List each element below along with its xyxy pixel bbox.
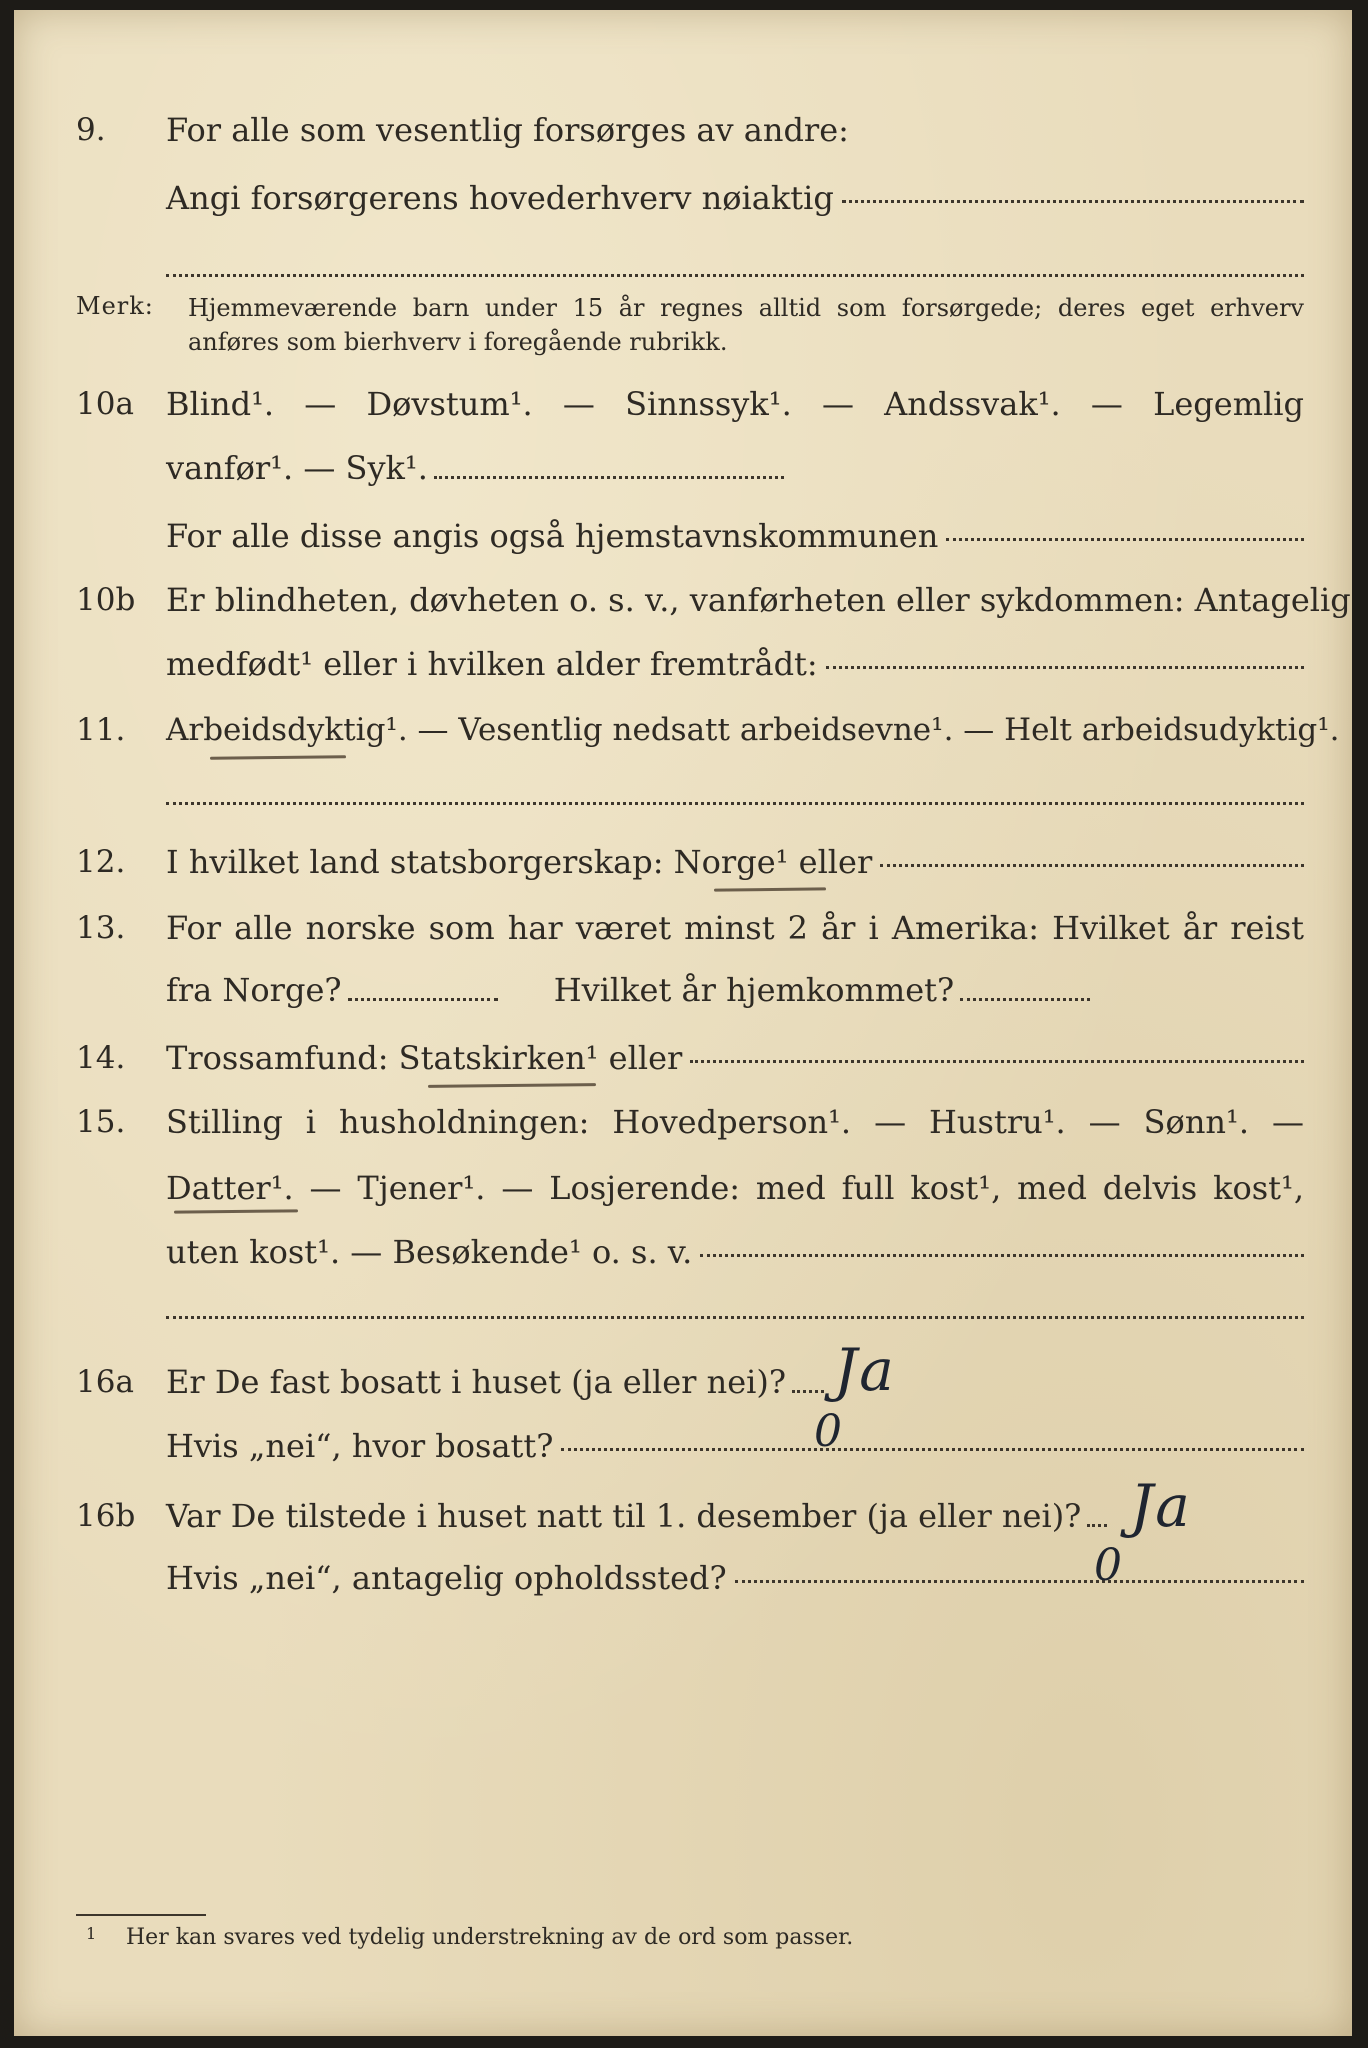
answer-field-dotted[interactable] <box>434 472 784 479</box>
answer-field-dotted[interactable] <box>690 1056 1304 1063</box>
answer-field-dotted[interactable] <box>946 534 1304 541</box>
question-15-line3 <box>14 1232 1352 1282</box>
footnote-rule <box>76 1914 206 1916</box>
answer-field-dotted[interactable] <box>826 662 1304 669</box>
answer-field-dotted[interactable] <box>561 1444 1304 1451</box>
question-text: Arbeidsdyktig¹. — Vesentlig nedsatt arbeidsevne¹. — Helt arbeidsudyktig¹. <box>166 712 1340 748</box>
question-number: 10a <box>76 386 134 422</box>
question-text: Hvis „nei“, antagelig opholdssted? <box>166 1559 727 1597</box>
answer-field-dotted[interactable] <box>348 994 498 1001</box>
answer-field-dotted[interactable] <box>792 1386 824 1393</box>
question-text: Blind¹. — Døvstum¹. — Sinnssyk¹. — Andssvak¹. — Legemlig <box>166 385 1304 423</box>
question-text: Var De tilstede i huset natt til 1. desember (ja eller nei)? <box>166 1497 1082 1535</box>
question-number: 15. <box>76 1104 126 1140</box>
handwritten-answer: 0 <box>814 1406 844 1457</box>
answer-field-dotted[interactable] <box>166 270 1304 277</box>
question-text: medfødt¹ eller i hvilken alder fremtrådt: <box>166 645 818 683</box>
question-12 <box>14 842 1352 892</box>
answer-field-dotted[interactable] <box>960 994 1090 1001</box>
question-text: vanfør¹. — Syk¹. <box>166 449 428 487</box>
question-14 <box>14 1038 1352 1088</box>
footnote-text: Her kan svares ved tydelig understrekning av de ord som passer. <box>126 1925 854 1950</box>
question-number: 12. <box>76 844 126 880</box>
answer-field-dotted[interactable] <box>1087 1520 1107 1527</box>
question-9 <box>14 110 1352 160</box>
footnote-marker: 1 <box>86 1924 97 1943</box>
question-text: For alle som vesentlig forsørges av andre: <box>166 111 849 149</box>
question-16b-line2 <box>14 1558 1352 1608</box>
answer-field-dotted[interactable] <box>166 798 1304 805</box>
question-text: uten kost¹. — Besøkende¹ o. s. v. <box>166 1233 693 1271</box>
question-number: 10b <box>76 582 136 618</box>
question-10b <box>14 580 1352 630</box>
answer-field-dotted[interactable] <box>735 1576 1304 1583</box>
question-16a <box>14 1362 1352 1412</box>
question-text: Hvis „nei“, hvor bosatt? <box>166 1427 554 1465</box>
question-9-line2 <box>14 178 1352 228</box>
question-13 <box>14 908 1352 958</box>
question-text: I hvilket land statsborgerskap: Norge¹ eller <box>166 843 873 881</box>
question-text: For alle disse angis også hjemstavnskommunen <box>166 517 939 555</box>
question-number: 14. <box>76 1040 126 1076</box>
question-text: For alle norske som har været minst 2 år i Amerika: Hvilket år reist <box>166 909 1304 947</box>
question-text: Datter¹. — Tjener¹. — Losjerende: med full kost¹, med delvis kost¹, <box>166 1169 1304 1207</box>
note-label: Merk: <box>76 292 154 320</box>
question-10a-line2 <box>14 448 1352 498</box>
question-text: fra Norge? <box>166 971 342 1009</box>
question-10b-line2 <box>14 644 1352 694</box>
handwritten-answer: Ja <box>834 1336 896 1404</box>
census-form-page <box>14 10 1352 2036</box>
question-10a <box>14 384 1352 434</box>
note-text: Hjemmeværende barn under 15 år regnes alltid som forsørgede; deres eget erhverv <box>188 294 1304 322</box>
question-10a-line3 <box>14 516 1352 566</box>
answer-field-dotted[interactable] <box>880 860 1304 867</box>
answer-field-dotted[interactable] <box>842 196 1304 203</box>
footnote <box>86 1924 854 1952</box>
question-text: Hvilket år hjemkommet? <box>553 971 955 1009</box>
question-number: 16a <box>76 1364 134 1400</box>
answer-field-dotted[interactable] <box>166 1312 1304 1319</box>
question-text: Angi forsørgerens hovederhverv nøiaktig <box>166 179 834 217</box>
answer-field-dotted[interactable] <box>700 1250 1304 1257</box>
handwritten-answer: 0 <box>1094 1540 1124 1591</box>
question-13-line2 <box>14 970 1352 1020</box>
question-16a-line2 <box>14 1426 1352 1476</box>
question-text: Er De fast bosatt i huset (ja eller nei)? <box>166 1363 787 1401</box>
question-number: 13. <box>76 910 126 946</box>
question-11 <box>14 710 1352 760</box>
question-text: Er blindheten, døvheten o. s. v., vanførheten eller sykdommen: Antagelig <box>166 581 1351 619</box>
question-number: 11. <box>76 712 126 748</box>
question-15 <box>14 1102 1352 1152</box>
question-number: 16b <box>76 1498 136 1534</box>
handwritten-answer: Ja <box>1130 1472 1192 1540</box>
question-text: Stilling i husholdningen: Hovedperson¹. — Hustru¹. — Sønn¹. — <box>166 1103 1304 1141</box>
question-text: Trossamfund: Statskirken¹ eller <box>166 1039 683 1077</box>
note-text: anføres som bierhverv i foregående rubrikk. <box>188 328 728 356</box>
question-number: 9. <box>76 112 106 148</box>
